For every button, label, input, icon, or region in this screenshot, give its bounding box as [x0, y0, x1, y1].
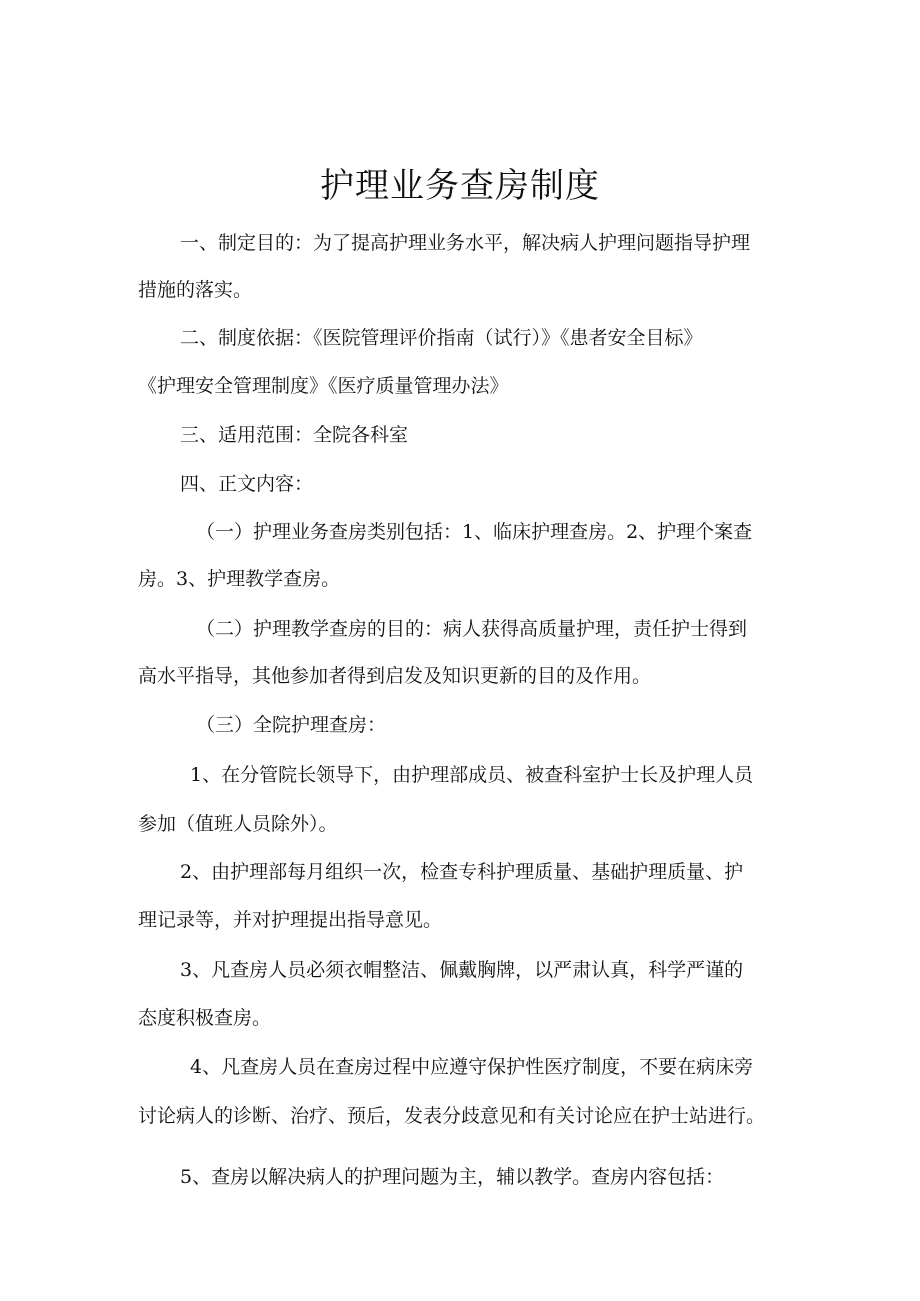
paragraph-line: 3、凡查房人员必须衣帽整洁、佩戴胸牌，以严肃认真，科学严谨的 — [180, 959, 744, 981]
paragraph-line: 四、正文内容： — [180, 473, 314, 495]
paragraph-line: 5、查房以解决病人的护理问题为主，辅以教学。查房内容包括： — [180, 1166, 725, 1188]
document-title: 护理业务查房制度 — [320, 166, 600, 206]
paragraph-line: 理记录等，并对护理提出指导意见。 — [138, 909, 443, 931]
paragraph-line: （一）护理业务查房类别包括：1、临床护理查房。2、护理个案查 — [196, 521, 753, 543]
paragraph-line: （二）护理教学查房的目的：病人获得高质量护理，责任护士得到 — [196, 618, 748, 640]
paragraph-line: 措施的落实。 — [138, 279, 253, 301]
paragraph-line: 《护理安全管理制度》《医疗质量管理办法》 — [138, 375, 509, 397]
paragraph-line: 高水平指导，其他参加者得到启发及知识更新的目的及作用。 — [138, 665, 652, 687]
paragraph-line: （三）全院护理查房： — [196, 714, 387, 736]
paragraph-line: 讨论病人的诊断、治疗、预后，发表分歧意见和有关讨论应在护士站进行。 — [138, 1105, 766, 1127]
paragraph-line: 房。3、护理教学查房。 — [138, 568, 341, 590]
paragraph-line: 参加（值班人员除外）。 — [138, 813, 338, 835]
paragraph-line: 态度积极查房。 — [138, 1007, 272, 1029]
paragraph-line: 一、制定目的：为了提高护理业务水平，解决病人护理问题指导护理 — [180, 232, 751, 254]
paragraph-line: 4、凡查房人员在查房过程中应遵守保护性医疗制度，不要在病床旁 — [190, 1056, 754, 1078]
paragraph-line: 二、制度依据：《医院管理评价指南（试行）》《患者安全目标》 — [180, 327, 703, 349]
paragraph-line: 2、由护理部每月组织一次，检查专科护理质量、基础护理质量、护 — [180, 861, 744, 883]
paragraph-line: 三、适用范围：全院各科室 — [180, 424, 409, 446]
paragraph-line: 1、在分管院长领导下，由护理部成员、被查科室护士长及护理人员 — [190, 764, 754, 786]
